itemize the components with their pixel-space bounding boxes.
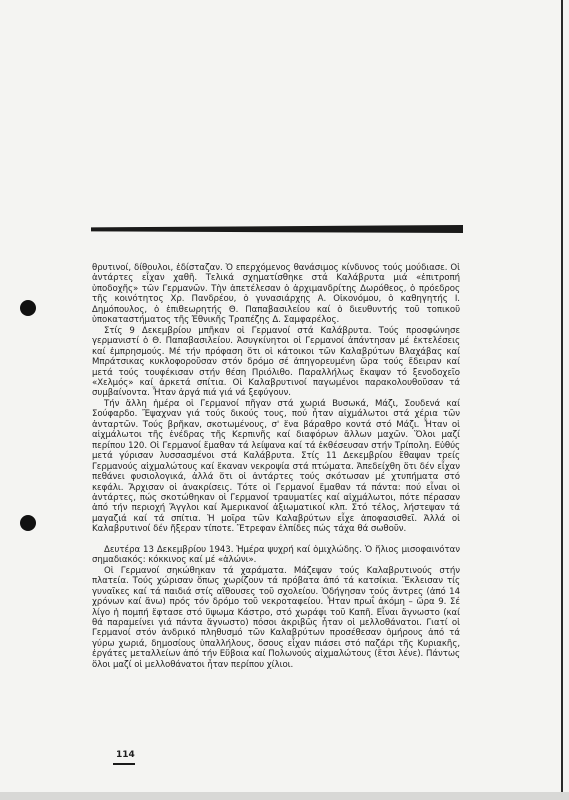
page-number-underline bbox=[113, 763, 135, 765]
punch-hole-top bbox=[20, 300, 36, 316]
page-number: 114 bbox=[116, 750, 135, 760]
page-bottom-edge bbox=[0, 792, 569, 800]
punch-hole-bottom bbox=[20, 515, 36, 531]
paragraph-3: Τήν ἄλλη ἡμέρα οἱ Γερμανοί πῆγαν στά χωριά Βυσωκά, Μάζι, Σουδενά καί Σούφαρδο. Ἔψαχναν γιά τούς δικούς τους, πού ἦταν αἰχμάλωτοι στά χέρια τῶν ἀνταρτῶν. Τούς βρῆκαν, σκοτωμένους, σ' ἕνα βάραθρο κοντά στό Μάζι. Ἦταν οἱ αἰχμάλωτοι τῆς ἐνέδρας τῆς Κερπινῆς καί διαφόρων ἄλλων μαχῶν. Ὅλοι μαζί περίπου 120. Οἱ Γερμανοί ἔμαθαν τά λείψανα καί τά ἐκθέσευσαν στήν Τρίπολη. Εὐθύς μετά γύρισαν λυσσασμένοι στά Καλάβρυτα. Στίς 11 Δεκεμβρίου ἔθαψαν τρείς Γερμανούς αἰχμαλώτους καί ἔκαναν νεκροψία στά πτώματα. Ἀπεδείχθη ὅτι δέν εἶχαν πεθάνει φυσιολογικά, ἀλλά ὅτι οἱ ἀντάρτες τούς σκότωσαν μέ χτυπήματα στό κεφάλι. Ἄρχισαν οἱ ἀνακρίσεις. Τότε οἱ Γερμανοί ἔμαθαν τά πάντα: πού εἶναι οἱ ἀντάρτες, πώς σκοτώθηκαν οἱ Γερμανοί τραυματίες καί αἰχμάλωτοι, πότε πέρασαν ἀπό τήν περιοχή Ἄγγλοι καί Ἀμερικανοί ἀξιωματικοί κλπ. Στό τέλος, λήστεψαν τά μαγαζιά καί τά σπίτια. Ἡ μοῖρα τῶν Καλαβρύτων εἶχε ἀποφασισθεῖ. Ἀλλά οἱ Καλαβρυτινοί δέν ἤξεραν τίποτε. Ἔτρεφαν ἐλπίδες πώς τάχα θά σωθοῦν. bbox=[92, 398, 460, 535]
paragraph-1: θρυτινοί, δίθουλοι, ἐδίσταζαν. Ὁ επερχόμενος θανάσιμος κίνδυνος τούς μούδιασε. Οἱ ἀντάρτες εἶχαν χαθῆ. Τελικά σχηματίσθηκε στά Καλάβρυτα μιά «ἐπιτροπή ὑποδοχῆς» τῶν Γερμανῶν. Τὴν ἀπετέλεσαν ὁ ἀρχιμανδρίτης Δωρόθεος, ὁ πρόεδρος τῆς κοινότητος Χρ. Πανδρέου, ὁ γυνασιάρχης Α. Οἰκονόμου, ὁ καθηγητής Ι. Δημόπουλος, ὁ ἐπιθεωρητής Θ. Παπαβασιλείου καί ὁ διευθυντής τοῦ τοπικοῦ ὑποκαταστήματος τῆς Ἐθνικῆς Τραπέζης Δ. Σαμφαρέλος. bbox=[92, 263, 460, 326]
document-body bbox=[92, 263, 460, 670]
page-edge bbox=[561, 0, 563, 800]
paragraph-gap bbox=[92, 535, 460, 545]
paragraph-5: Οἱ Γερμανοί σηκώθηκαν τά χαράματα. Μάζεψαν τούς Καλαβρυτινούς στήν πλατεία. Τούς χώρισαν ὅπως χωρίζουν τά πρόβατα ἀπό τά κατσίκια. Ἔκλεισαν τίς γυναῖκες καί τά παιδιά στίς αἴθουσες τοῦ σχολείου. Ὁδήγησαν τούς ἄντρες (ἀπό 14 χρόνων καί ἄνω) πρός τόν δρόμο τοῦ νεκροταφείου. Ἦταν πρωΐ ἀκόμη – ὥρα 9. Σέ λίγο ἡ πομπή ἔφτασε στό ὕψωμα Κάστρο, στό χωράφι τοῦ Καπῆ. Εἶναι ἄγνωστο (καί θά παραμείνει γιά πάντα ἄγνωστο) πόσοι ἀκριβῶς ἦταν οἱ μελλοθάνατοι. Γιατί οἱ Γερμανοί στόν ἀνδρικό πληθυσμό τῶν Καλαβρύτων προσέθεσαν ὁμήρους ἀπό τά γύρω χωριά, δημοσίους ὑπαλλήλους, ὅσους εἶχαν πιάσει στό παζάρι τῆς Κυριακῆς, ἐργάτες μεταλλείων ἀπό τήν Εὔβοια καί Πολωνούς αἰχμαλώτους (ἔτσι λένε). Πάντως ὅλοι μαζί οἱ μελλοθάνατοι ἦταν περίπου χίλιοι. bbox=[92, 565, 460, 670]
paragraph-2: Στίς 9 Δεκεμβρίου μπῆκαν οἱ Γερμανοί στά Καλάβρυτα. Τούς προσφώνησε γερμανιστί ὁ Θ. Παπαβασιλείου. Ἀσυγκίνητοι οἱ Γερμανοί ἀπάντησαν μέ ἐκτελέσεις καί ἐμπρησμούς. Μέ τήν πρόφαση ὅτι οἱ κάτοικοι τῶν Καλαβρύτων Βλαχάβας καί Μπράτσικας κυκλοφοροῦσαν στόν δρόμο σέ ἀπηγορευμένη ὥρα τούς ἔδειραν καί μετά τούς τουφέκισαν στήν θέση Πριόλιθο. Παραλλήλως ἔκαψαν τό ξενοδοχεῖο «Χελμός» καί ἀρκετά σπίτια. Οἱ Καλαβρυτινοί παγωμένοι παρακολουθοῦσαν τά συμβαίνοντα. Ἦταν ἀργά πιά γιά νά ξεφύγουν. bbox=[92, 325, 460, 399]
top-rule bbox=[91, 225, 463, 233]
paragraph-4: Δευτέρα 13 Δεκεμβρίου 1943. Ἡμέρα ψυχρή καί ὁμιχλώδης. Ὁ ἥλιος μισοφαινόταν σημαδιακός: κόκκινος καί μέ «ἁλώνι». bbox=[92, 544, 460, 566]
